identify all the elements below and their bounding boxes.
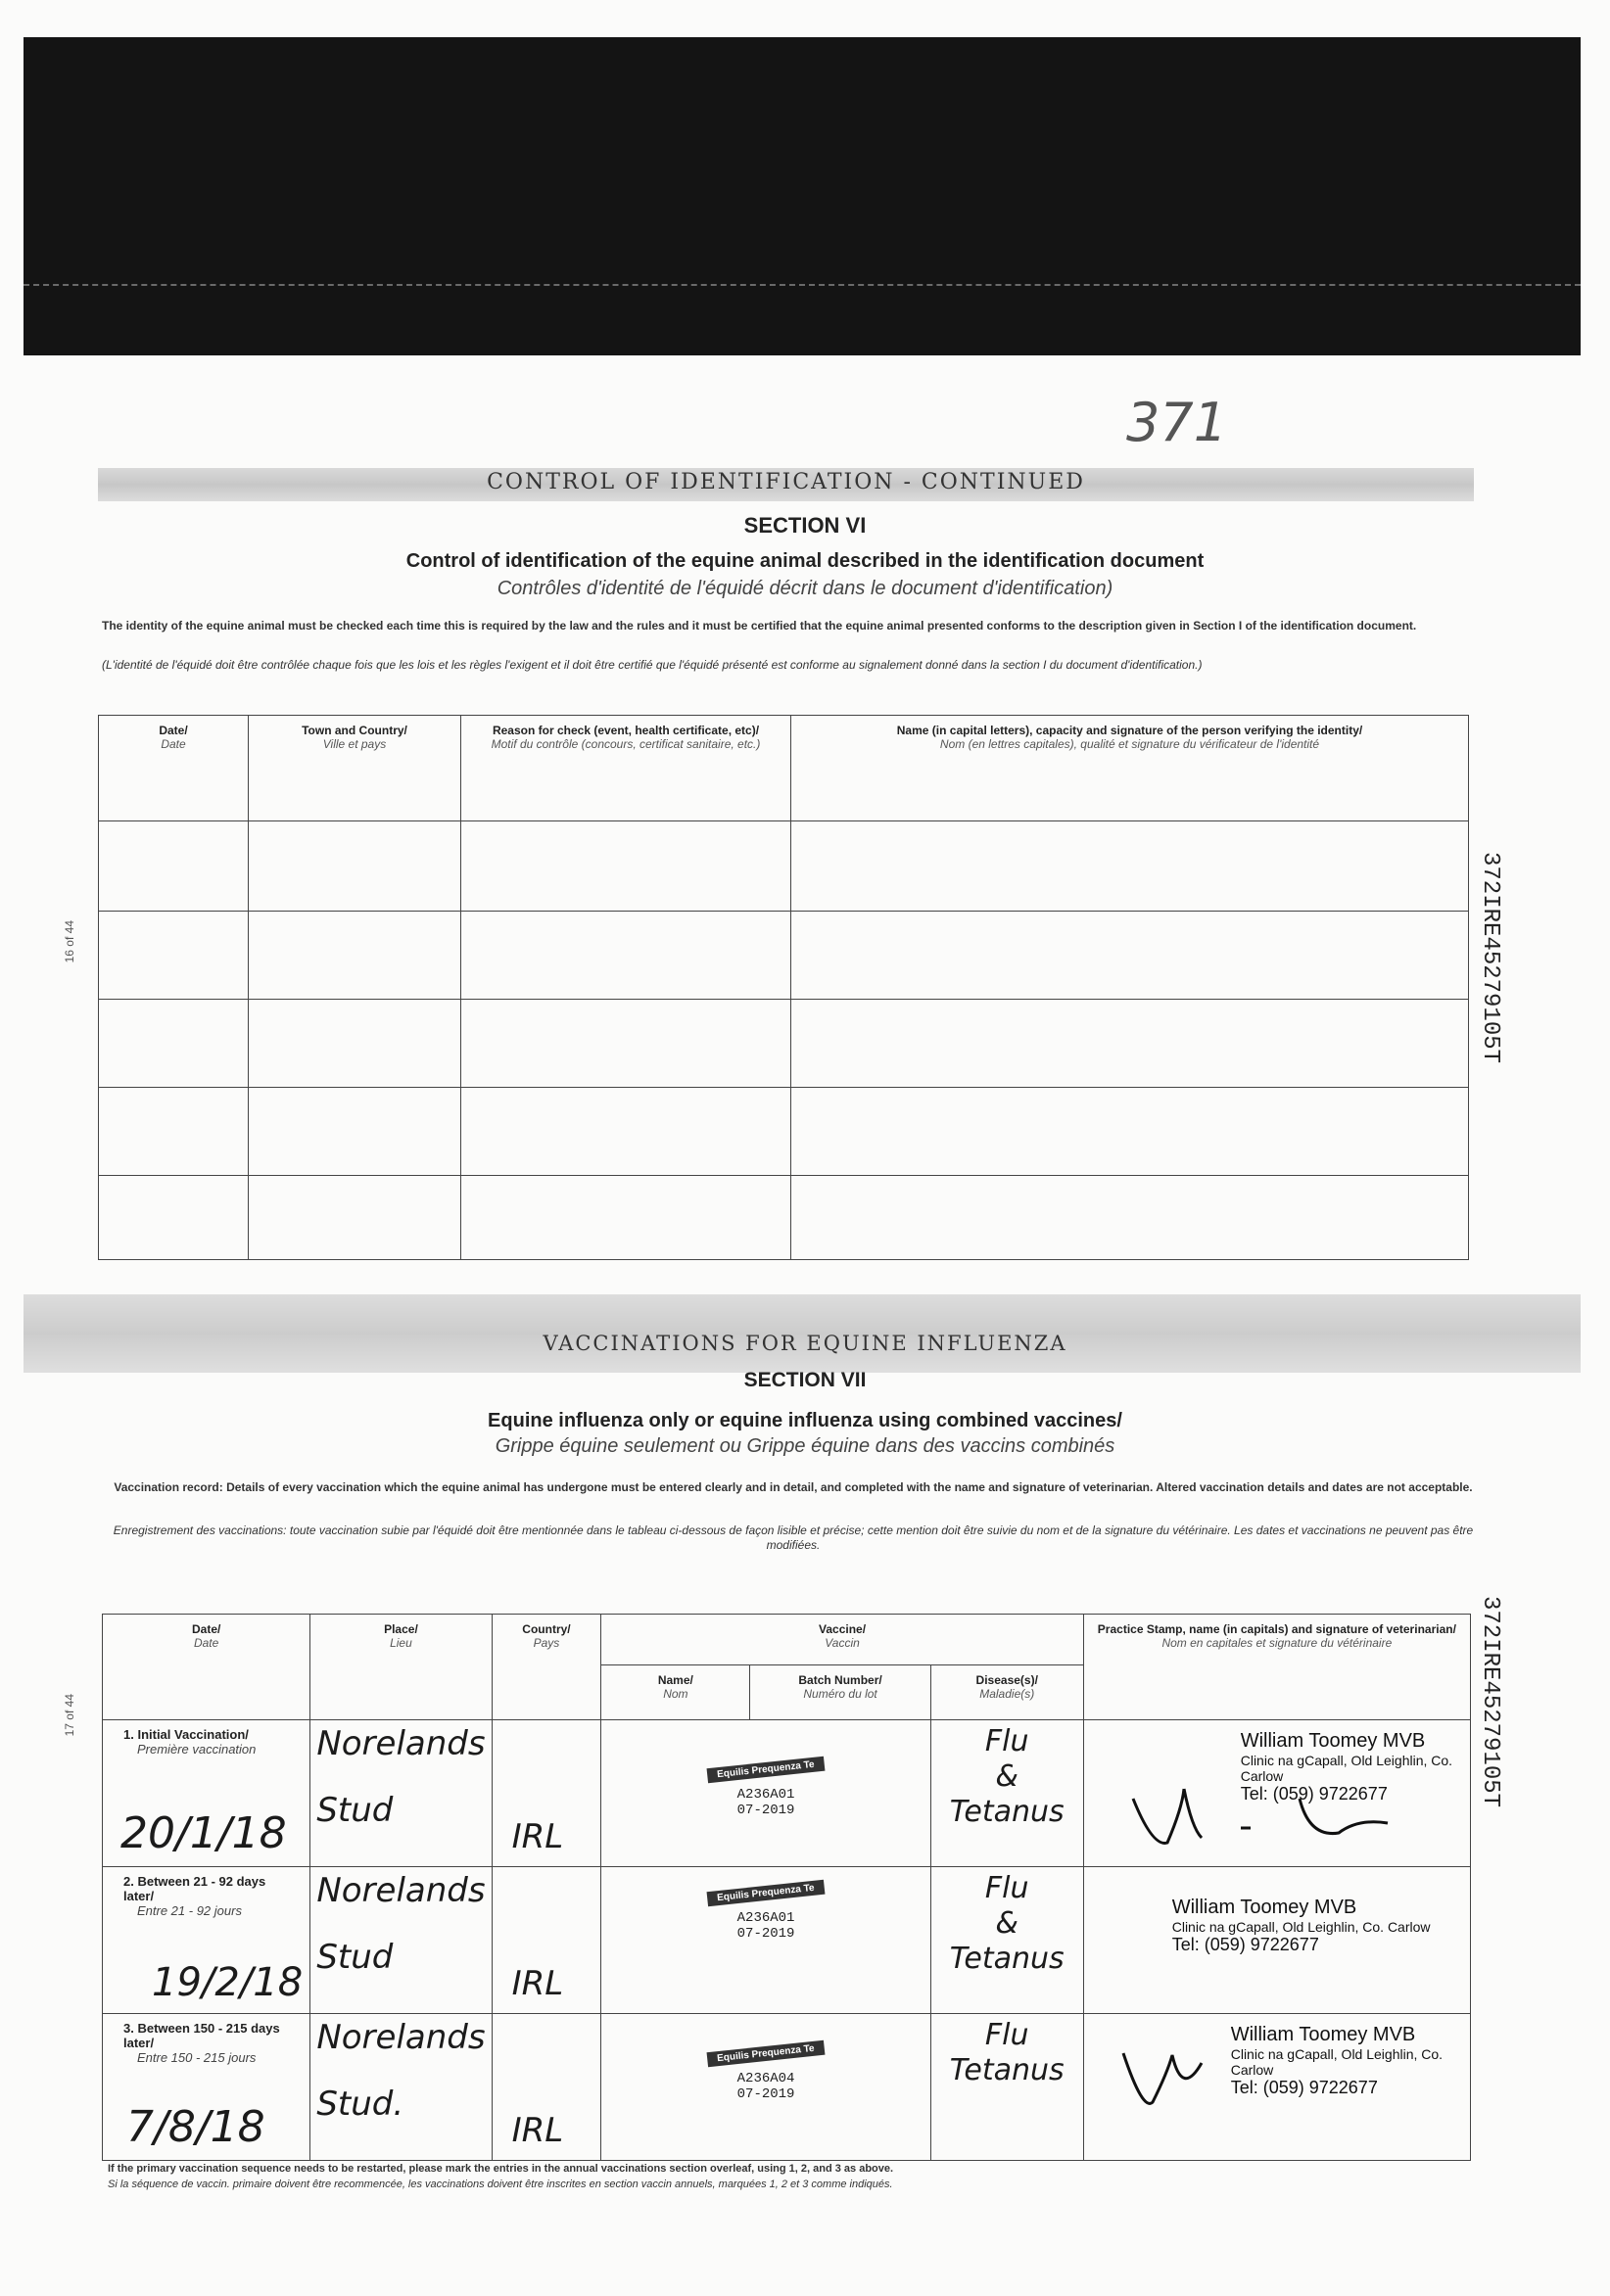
batch-number: A236A04 (736, 2071, 795, 2086)
side-id-bottom: 372IRE45279105T (1477, 1596, 1503, 1808)
vaccination-table (102, 1614, 1471, 2161)
disease-and: & (995, 1906, 1018, 1941)
row-label: 1. Initial Vaccination/ (123, 1727, 249, 1742)
col-disease: Disease(s)/ Maladie(s) (930, 1665, 1083, 1720)
section7-number: SECTION VII (743, 1369, 867, 1391)
table-row (103, 1720, 1471, 1867)
disease-and: & (995, 1759, 1018, 1794)
vacc-date: 19/2/18 (152, 1960, 304, 2005)
col-reason: Reason for check (event, health certificate, etc)/ Motif du contrôle (concours, certificat sanitaire, etc.) (461, 716, 791, 821)
vet-name: William Toomey MVB (1171, 1897, 1357, 1918)
page-17-label: 17 of 44 (63, 1694, 76, 1737)
section7-note-fr: Enregistrement des vaccinations: toute vaccination subie par l'équidé doit être mentionnée dans le tableau ci-dessous de façon lisible et précise; cette mention doit être suivie du nom et de la signature du vétérinaire. Les dates et vaccinations ne peuvent pas être modifiées. (113, 1523, 1474, 1552)
footer-note-fr: Si la séquence de vaccin. primaire doivent être recommencée, les vaccinations doivent être inscrites en section vaccin annuels, marquées 1, 2 et 3 comme indiqués. (108, 2179, 893, 2190)
batch-number: A236A01 (736, 1910, 795, 1926)
batch-number: A236A01 (736, 1787, 795, 1803)
vaccine-label: Equilis Prequenza Te (707, 1757, 826, 1783)
col-vaccine: Vaccine/ Vaccin (601, 1615, 1083, 1665)
col-country: Country/ Pays (492, 1615, 601, 1720)
place: Norelands (316, 1724, 486, 1763)
col-batch: Batch Number/ Numéro du lot (750, 1665, 930, 1720)
vet-phone: Tel: (059) 9722677 (1240, 1784, 1388, 1804)
section6-note-fr: (L'identité de l'équidé doit être contrôlée chaque fois que les lois et les règles l'exigent et il doit être certifié que l'équidé présenté est conforme au signalement donné dans la section I du document d'identification.) (102, 658, 1203, 672)
section6-number: SECTION VI (743, 513, 867, 538)
signature (1123, 1779, 1407, 1857)
disease: Flu (984, 1871, 1029, 1905)
section7-title-fr: Grippe équine seulement ou Grippe équine dans des vaccins combinés (495, 1435, 1115, 1457)
table-row (103, 1867, 1471, 2014)
col-stamp: Practice Stamp, name (in capitals) and signature of veterinarian/ Nom en capitales et signature du vétérinaire (1083, 1615, 1470, 1720)
footer-note-en: If the primary vaccination sequence needs to be restarted, please mark the entries in the annual vaccinations section overleaf, using 1, 2, and 3 as above. (108, 2163, 894, 2175)
section7-title-en: Equine influenza only or equine influenza using combined vaccines/ (488, 1410, 1122, 1431)
row-label-fr: Première vaccination (137, 1742, 257, 1757)
vet-address: Clinic na gCapall, Old Leighlin, Co. Carlow (1230, 2046, 1444, 2078)
batch-expiry: 07-2019 (736, 2086, 795, 2102)
vet-phone: Tel: (059) 9722677 (1230, 2078, 1378, 2097)
disease: Flu (984, 2018, 1029, 2052)
side-id-top: 372IRE45279105T (1477, 852, 1503, 1064)
vacc-date: 20/1/18 (120, 1808, 287, 1858)
batch-expiry: 07-2019 (736, 1926, 795, 1942)
disease-2: Tetanus (949, 2053, 1065, 2087)
place: Norelands (316, 2018, 486, 2057)
table-row (99, 912, 1469, 1000)
vaccine-label: Equilis Prequenza Te (707, 1880, 826, 1906)
section6-title-fr: Contrôles d'identité de l'équidé décrit dans le document d'identification) (497, 578, 1113, 599)
vaccine-label: Equilis Prequenza Te (707, 2040, 826, 2067)
col-date: Date/ Date (99, 716, 249, 821)
page-16-label: 16 of 44 (63, 920, 76, 963)
country: IRL (492, 2014, 601, 2161)
col-town-country: Town and Country/ Ville et pays (249, 716, 461, 821)
table-row (99, 1176, 1469, 1260)
vacc-date: 7/8/18 (126, 2102, 265, 2152)
table-row (103, 2014, 1471, 2161)
col-vaccine-name: Name/ Nom (601, 1665, 750, 1720)
place: Norelands (316, 1871, 486, 1910)
table-row (99, 1000, 1469, 1088)
redacted-area (24, 37, 1581, 355)
section7-note-en: Vaccination record: Details of every vaccination which the equine animal has undergone must be entered clearly and in detail, and completed with the name and signature of veterinarian. Altered vaccination details and dates are not acceptable. (114, 1480, 1473, 1494)
col-vacc-date: Date/ Date (103, 1615, 310, 1720)
table-row (99, 821, 1469, 912)
row-label-fr: Entre 21 - 92 jours (137, 1903, 242, 1918)
disease-2: Tetanus (949, 1942, 1065, 1976)
identification-check-table (98, 715, 1469, 1260)
col-name-signature: Name (in capital letters), capacity and signature of the person verifying the identity/ Nom (en lettres capitales), qualité et signature du vérificateur de l'identité (791, 716, 1469, 821)
vet-address: Clinic na gCapall, Old Leighlin, Co. Carlow (1171, 1919, 1431, 1935)
table-row (99, 1088, 1469, 1176)
batch-expiry: 07-2019 (736, 1803, 795, 1818)
row-label-fr: Entre 150 - 215 jours (137, 2050, 257, 2065)
section6-banner: CONTROL OF IDENTIFICATION - CONTINUED (487, 470, 1085, 494)
section6-note-en: The identity of the equine animal must be checked each time this is required by the law and the rules and it must be certified that the equine animal presented conforms to the description given in Section I of the identification document. (102, 619, 1417, 633)
row-label: 3. Between 150 - 215 days later/ (123, 2021, 280, 2050)
vet-name: William Toomey MVB (1240, 1730, 1426, 1752)
section6-title-en: Control of identification of the equine animal described in the identification document (405, 550, 1205, 572)
fold-line (24, 284, 1581, 298)
place-line2: Stud (316, 1938, 394, 1977)
col-place: Place/ Lieu (310, 1615, 492, 1720)
country: IRL (492, 1867, 601, 2014)
place-line2: Stud (316, 1791, 394, 1830)
disease-2: Tetanus (949, 1795, 1065, 1829)
handwritten-page-number: 371 (1126, 392, 1228, 453)
disease: Flu (984, 1724, 1029, 1758)
vet-phone: Tel: (059) 9722677 (1171, 1935, 1319, 1954)
place-line2: Stud. (316, 2085, 404, 2124)
vet-name: William Toomey MVB (1230, 2024, 1416, 2045)
row-label: 2. Between 21 - 92 days later/ (123, 1874, 266, 1903)
section7-banner: VACCINATIONS FOR EQUINE INFLUENZA (543, 1332, 1067, 1355)
vet-address: Clinic na gCapall, Old Leighlin, Co. Carlow (1240, 1753, 1453, 1784)
signature (1113, 2043, 1211, 2122)
country: IRL (492, 1720, 601, 1867)
